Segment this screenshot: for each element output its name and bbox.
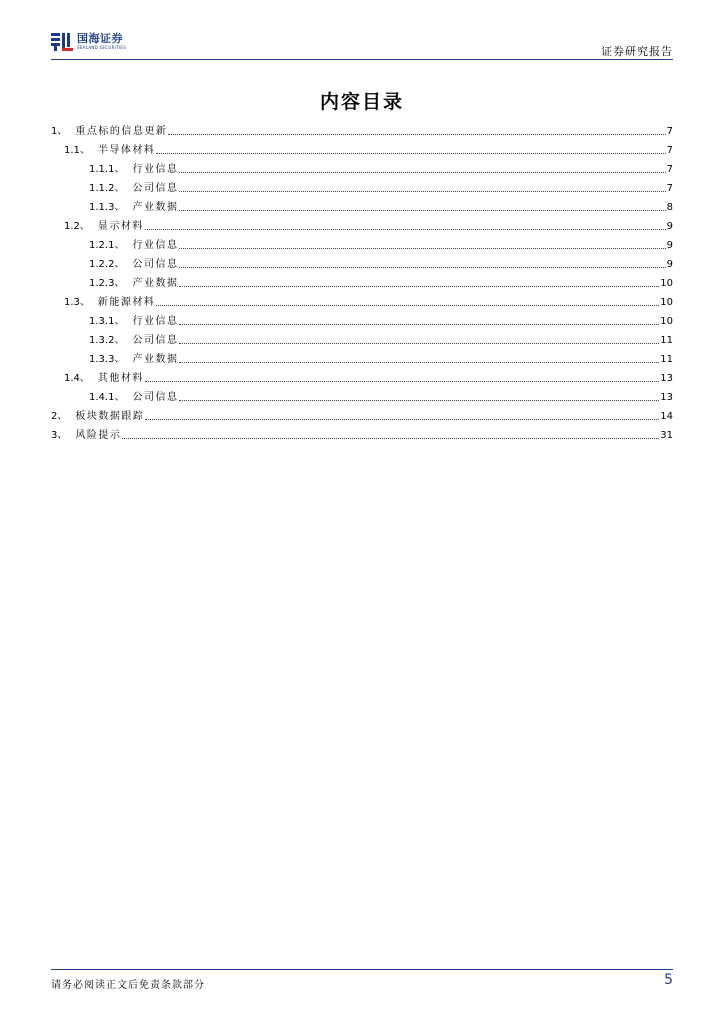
toc-entry-number: 1.3.3、 — [89, 354, 125, 365]
toc-entry[interactable] — [51, 120, 673, 138]
header-divider — [51, 59, 673, 60]
page-number: 5 — [664, 972, 673, 988]
toc-entry-page: 11 — [660, 354, 673, 365]
toc-entry-number: 3、 — [51, 430, 68, 441]
toc-dot-leader — [179, 171, 665, 173]
toc-entry-page: 10 — [660, 278, 673, 289]
toc-entry-title: 新能源材料 — [97, 297, 156, 308]
toc-entry-page: 14 — [660, 411, 673, 422]
toc-entry-title: 产业数据 — [132, 278, 179, 289]
toc-entry-number: 1.3.2、 — [89, 335, 125, 346]
toc-dot-leader — [156, 152, 665, 154]
toc-entry-title: 重点标的信息更新 — [75, 126, 168, 137]
toc-dot-leader — [179, 209, 665, 211]
toc-entry-page: 31 — [660, 430, 673, 441]
toc-dot-leader — [179, 323, 659, 325]
toc-entry-page: 13 — [660, 373, 673, 384]
toc-entry[interactable] — [89, 253, 673, 271]
toc-entry-title: 行业信息 — [132, 316, 179, 327]
toc-entry[interactable] — [89, 310, 673, 328]
toc-entry-number: 1.4、 — [64, 373, 90, 384]
company-logo — [51, 32, 126, 52]
footer-divider — [51, 969, 673, 970]
toc-entry-number: 1.2.2、 — [89, 259, 125, 270]
toc-entry-title: 产业数据 — [132, 354, 179, 365]
toc-entry[interactable] — [89, 196, 673, 214]
toc-entry-number: 1、 — [51, 126, 68, 137]
toc-entry-page: 9 — [666, 221, 673, 232]
toc-entry-number: 1.1.1、 — [89, 164, 125, 175]
toc-entry-page: 11 — [660, 335, 673, 346]
logo-chinese-name: 国海证券 — [77, 32, 123, 45]
toc-dot-leader — [122, 437, 659, 439]
toc-entry-page: 10 — [660, 297, 673, 308]
toc-dot-leader — [179, 399, 659, 401]
toc-entry-page: 8 — [666, 202, 673, 213]
toc-entry-title: 公司信息 — [132, 335, 179, 346]
toc-entry-title: 公司信息 — [132, 392, 179, 403]
toc-entry[interactable] — [64, 215, 673, 233]
toc-entry-number: 1.1、 — [64, 145, 90, 156]
toc-entry[interactable] — [64, 139, 673, 157]
toc-entry-page: 7 — [666, 126, 673, 137]
toc-entry[interactable] — [51, 424, 673, 442]
disclaimer-text: 请务必阅读正文后免责条款部分 — [51, 980, 205, 991]
toc-entry-number: 1.1.3、 — [89, 202, 125, 213]
toc-dot-leader — [145, 228, 666, 230]
toc-dot-leader — [179, 266, 665, 268]
toc-entry-title: 行业信息 — [132, 240, 179, 251]
toc-dot-leader — [145, 380, 659, 382]
toc-entry-number: 2、 — [51, 411, 68, 422]
page-header — [51, 32, 673, 60]
toc-entry[interactable] — [51, 405, 673, 423]
toc-entry-title: 行业信息 — [132, 164, 179, 175]
toc-dot-leader — [179, 285, 659, 287]
toc-entry[interactable] — [64, 291, 673, 309]
toc-entry[interactable] — [64, 367, 673, 385]
report-type-label: 证券研究报告 — [601, 45, 673, 58]
toc-entry-number: 1.3、 — [64, 297, 90, 308]
toc-entry-title: 板块数据跟踪 — [75, 411, 145, 422]
toc-entry-title: 半导体材料 — [97, 145, 156, 156]
toc-entry-page: 7 — [666, 183, 673, 194]
toc-entry-title: 显示材料 — [97, 221, 144, 232]
toc-dot-leader — [179, 247, 665, 249]
toc-entry-number: 1.3.1、 — [89, 316, 125, 327]
toc-dot-leader — [179, 342, 659, 344]
toc-entry[interactable] — [89, 177, 673, 195]
toc-entry-page: 13 — [660, 392, 673, 403]
toc-entry[interactable] — [89, 272, 673, 290]
toc-entry-page: 9 — [666, 259, 673, 270]
toc-entry-title: 公司信息 — [132, 183, 179, 194]
toc-entry-page: 9 — [666, 240, 673, 251]
toc-entry[interactable] — [89, 386, 673, 404]
sealand-logo-icon — [51, 32, 73, 52]
toc-entry-number: 1.4.1、 — [89, 392, 125, 403]
logo-english-name: SEALAND SECURITIES — [77, 45, 127, 50]
toc-entry-title: 其他材料 — [97, 373, 144, 384]
toc-entry-title: 风险提示 — [75, 430, 122, 441]
toc-entry[interactable] — [89, 329, 673, 347]
toc-entry-number: 1.2.3、 — [89, 278, 125, 289]
toc-entry-page: 7 — [666, 164, 673, 175]
toc-dot-leader — [168, 133, 665, 135]
toc-entry-number: 1.1.2、 — [89, 183, 125, 194]
page-title: 内容目录 — [319, 91, 404, 113]
toc-entry[interactable] — [89, 348, 673, 366]
toc-entry-page: 10 — [660, 316, 673, 327]
toc-dot-leader — [179, 361, 659, 363]
toc-dot-leader — [145, 418, 659, 420]
toc-dot-leader — [179, 190, 665, 192]
toc-dot-leader — [156, 304, 659, 306]
toc-entry-title: 产业数据 — [132, 202, 179, 213]
toc-entry-title: 公司信息 — [132, 259, 179, 270]
toc-entry[interactable] — [89, 158, 673, 176]
toc-entry[interactable] — [89, 234, 673, 252]
toc-entry-number: 1.2、 — [64, 221, 90, 232]
toc-entry-page: 7 — [666, 145, 673, 156]
toc-entry-number: 1.2.1、 — [89, 240, 125, 251]
